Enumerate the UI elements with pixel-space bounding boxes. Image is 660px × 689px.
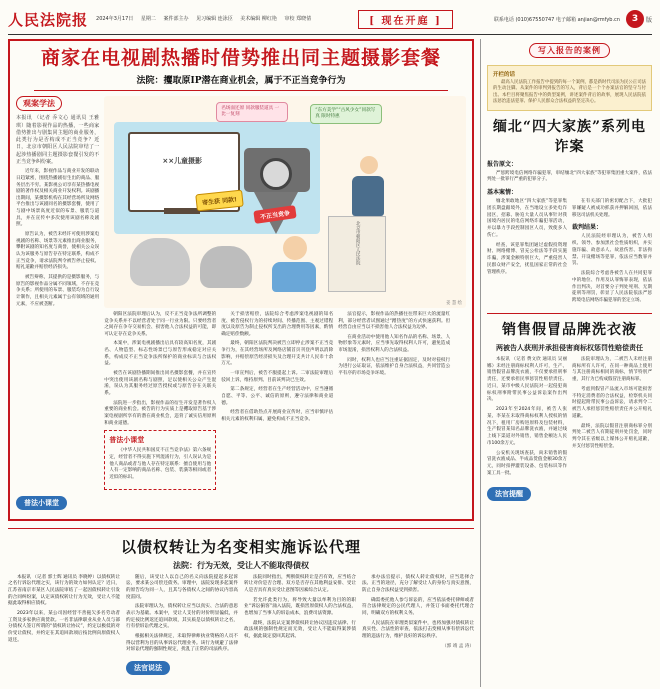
story1-title: 缅北“四大家族”系列电诈案 [492, 118, 647, 155]
right-divider [487, 313, 652, 314]
illustration-green-note: “东方美学”“古风少女”同款写真 限时特惠 [310, 104, 382, 124]
illustration-yellow-sign: 寄生获 同款! [195, 189, 243, 211]
court-poster [328, 216, 386, 292]
tv-stand-icon [164, 208, 200, 214]
feature-footer-tag: 普法小课堂 [16, 496, 67, 510]
feature-article [8, 39, 474, 521]
contact-phone: (010)67550747 [515, 16, 555, 23]
masthead-editor-label: 案件部主办 [163, 15, 189, 22]
masthead-weekday: 星期二 [140, 15, 156, 22]
story1-lead [487, 160, 652, 198]
newspaper-logo: 人民法院报 [8, 10, 89, 29]
feature-col-2 [104, 312, 216, 490]
article2-p3-1: 法院同时指出，判断债权转让是否有效，应当结合转让对价是否合理、双方是否存在其他利益安排、受让人是否具有真实受让意图等因素综合认定。 [244, 574, 356, 594]
story1-p2: 经查，该犯罪集团通过虚假投资理财、网络赌博、冒充公检法等手段实施诈骗，涉案金额特别巨大，严重侵害人民群众财产安全，扰乱国家正常的社会管理秩序。 [487, 242, 567, 275]
story2-footer-tag: 法官提醒 [487, 487, 531, 501]
elephant-icon [130, 238, 190, 286]
boy-figure-icon [272, 236, 318, 292]
page-suffix: 版 [645, 16, 652, 24]
left-column [8, 39, 480, 687]
law-box-p3: 经营者在借助热点开展商业宣传时，应当审慎评估相关元素的权利归属，避免构成不正当竞争。 [221, 410, 334, 423]
story2-p1: 2023年至2024年间，被告人张某、李某在未取得商标权利人授权的情况下，租用厂房购进原料及包装材料，生产假冒某知名品牌洗衣液，并通过线上线下渠道对外销售，销售金额达人民币100余万元。 [487, 407, 567, 446]
story1-p1: 缅北果敢地区“四大家族”等犯罪集团长期盘踞境外，在当地设立多处电诈园区，招募、胁迫大量人员从事针对我国境内居民的电信网络诈骗犯罪活动，并以暴力手段控制园区人员，致使多人伤亡。 [487, 199, 567, 238]
article2-col-4 [362, 575, 474, 679]
feature-p2-1: 朝阳区法院审理后认为，反不正当竞争法所调整的竞争关系并不以经营者处于同一行业为限。只要经营者之间存在争夺交易机会、损害他人合法权益的可能，即可认定存在竞争关系。 [104, 311, 217, 337]
contact-label: 联系电话 [493, 16, 514, 23]
article2-p2-1: 随后，该受让人以自己的名义向法院提起多起诉讼，要求某公司偿还债务。审理中，法院发现多起案件的原告均为同一人，且其与各债权人之间的协议内容高度雷同。 [126, 574, 238, 600]
story2-p3: 法院审理认为，二被告人未经注册商标所有人许可，在同一种商品上使用与其注册商标相同的商标，情节特别严重，其行为已构成假冒注册商标罪。 [572, 356, 652, 382]
article2-col-3 [244, 575, 356, 679]
law-box-p1: 《中华人民共和国反不正当竞争法》第六条规定，经营者不得实施下列混淆行为，引人误认为是他人商品或者与他人存在特定联系：擅自使用与他人有一定影响的商品名称、包装、装潢等相同或者近似的标识。 [109, 448, 212, 481]
feature-text-columns [104, 312, 466, 490]
section-banner: [ 现在开庭 ] [358, 10, 452, 29]
feature-col-3 [221, 312, 333, 490]
masthead-proof: 审校 郑晓倩 [284, 15, 312, 22]
page-number: 3 [626, 10, 644, 28]
article2-p1-2: 2023年以来，某公司因经营不善拖欠多名劳动者工资及多家供应商货款。一名非法律职业从业人员与部分债权人签订所谓的“债权转让协议”，约定以极低的对价受让债权，并约定在其追回款项后按比例向原债权人返还。 [8, 611, 120, 643]
article2-p4-2: 确需委托他人参与诉讼的，应当依法委托律师或者符合法律规定的公民代理人，并签订书面委托代理合同，明确双方的权利义务。 [362, 597, 474, 617]
feature-col-4 [338, 312, 450, 490]
story1-lead-text: 严惩跨境电信网络诈骗犯罪，审结缅北“四大家族”等犯罪集团重大案件，依法判处一批罪行严重的犯罪分子。 [487, 170, 652, 183]
story1-p5: 法院综合考虑各被告人在共同犯罪中的地位、作用及认罪悔罪表现，依法作出判决，对首要分子判处死刑、无期徒刑等刑罚，彰显了人民法院依法严惩跨境电信网络诈骗犯罪的坚定立场。 [572, 271, 652, 303]
story2-columns [487, 357, 652, 481]
right-column [480, 39, 652, 687]
secondary-article [8, 528, 474, 679]
feature-title: 商家在电视剧热播时借势推出同主题摄影套餐 [40, 47, 441, 69]
page-number-badge [626, 10, 652, 28]
masthead-date: 2024年3月17日 [96, 15, 134, 22]
masthead-contact [494, 16, 620, 23]
illustration-pink-note: 名场面还原 同款服装道具 一比一复刻 [216, 102, 288, 122]
article2-footer-tag: 法官说法 [126, 661, 170, 675]
feature-p2-3: 被告在该剧热播期间推出同名摄影套餐，并在宣传中突出使用该剧名称与剧照，足以使相关公众产生混淆，误认为其服务经过原告授权或与原告存在关联关系。 [104, 371, 217, 397]
feature-p3-2: 最终，朝阳区法院判决被告立即停止涉案不正当竞争行为，在其经营场所及网络店铺首页刊登声明以消除影响，并赔偿原告经济损失及合理开支共计人民币十余万元。 [221, 341, 334, 367]
story2-byline: 本报讯 （记者 费文欣 通讯员 吴丽娜）未经注册商标权利人许可，生产、销售假冒品牌洗衣液，不仅要承担刑事责任，还要承担民事惩罚性赔偿责任。近日，某市中级人民法院对一起侵犯商标权刑事附带民事公益诉讼案作出判决。 [487, 356, 567, 403]
story1-lead-label: 报告原文： [487, 160, 518, 168]
feature-p3-1: 关于损害赔偿，法院综合考虑涉案电视剧的知名度、被告侵权行为的持续时间、传播范围、主观过错程度以及原告为制止侵权所支出的合理费用等因素，酌情确定赔偿数额。 [221, 311, 334, 337]
feature-p1-3: 被告辩称，其提供的是摄影服务，与原告的影视作品分属不同领域，不存在竞争关系；所使用的布景、服装均为自行设计制作，且相关元素属于公有领域的通用元素，不应被垄断。 [16, 275, 100, 307]
intro-panel [487, 65, 652, 111]
feature-subtitle: 法院：攫取原IP潜在商业机会，属于不正当竞争行为 [16, 73, 466, 91]
story2-p5: 最终，法院以假冒注册商标罪分别判处二被告人有期徒刑并处罚金，同时判令其在省级以上媒体公开赔礼道歉，并支付惩罚性赔偿金。 [572, 423, 652, 449]
article2-p4-1: 承办法官提示，债权人转让债权时，应当选择合法、正当的途径，充分了解受让人的身份与真实意图，防止自身合法权益受到损害。 [362, 574, 474, 594]
story1-section1-label: 基本案情： [487, 189, 518, 196]
feature-right-block [104, 96, 466, 490]
story1-p3: 在有关部门的密切配合下，大批犯罪嫌疑人被成功抓获并押解回国，依法移送司法机关处理。 [572, 199, 652, 218]
article2-p2-3: 根据相关法律规定，未取得律师执业资格的人员不得以营利为目的从事诉讼代理业务。该行为规避了法律对诉讼代理的强制性规定，扰乱了正常的司法秩序。 [126, 634, 238, 653]
article2-p1-1: 本报讯 （记者 郭士辉 通讯员 李晓婷）以债权转让之名行诉讼代理之实，该行为的效力如何认定？近日，江苏省南京市某区人民法院审结了一起因债权转让引发的合同纠纷案，认定该债权转让行为无效，受让人不能据此取得相应债权。 [8, 574, 120, 607]
feature-columns [16, 96, 466, 490]
story1-body-columns [487, 199, 652, 308]
camera-lens-icon [260, 158, 292, 190]
law-box [104, 430, 216, 489]
story2-col-2 [572, 357, 652, 481]
feature-p2-2: 本案中，涉案电视剧播出后具有较高知名度，其剧名、人物造型、标志性场景已与原告形成稳定对应关系，构成反不正当竞争法所保护的商业标识与合法权益。 [104, 341, 217, 367]
feature-illustration [104, 96, 466, 308]
intro-panel-title: 开栏的话 [493, 72, 516, 78]
right-banner-text: 写入报告的案例 [529, 43, 610, 58]
column-tag: 观案学法 [16, 96, 62, 112]
feature-p4-2: 在商业活动中使用他人知名作品的名称、场景、人物形象等元素时，应当事先取得权利人许可，避免造成市场混淆，损害权利人的合法权益。 [338, 334, 451, 354]
article2-p3-2: 若允许此类行为，将导致大量以牟利为目的的职业“诉讼掮客”涌入法院，既损害原债权人的合法权益，也增加了当事人的诉讼成本，浪费司法资源。 [244, 597, 356, 617]
story2-p2: 公安机关现场查获，尚未销售的假冒洗衣液成品、半成品货值金额30余万元，同时扣押灌装设备、包装标识等作案工具一批。 [487, 450, 567, 476]
story2-subtitle: 两被告人获刑并承担侵害商标权惩罚性赔偿责任 [496, 342, 643, 352]
article2-columns [8, 575, 474, 679]
article2-title: 以债权转让为名变相实施诉讼代理 [120, 537, 361, 556]
article2-subtitle: 法院：行为无效，受让人不能取得债权 [173, 559, 309, 570]
feature-p1-2: 原告认为，被告未经许可使用涉案电视剧的名称、场景等元素推出商业服务，攀附该剧的知名度与商誉，使相关公众误认为该服务与原告存在特定联系，构成不正当竞争，请求法院判令被告停止侵权、赔礼道歉并赔偿经济损失。 [16, 232, 100, 271]
masthead-reviewer: 见习编辑 连泳臣 [196, 15, 233, 22]
story1-section2-label: 裁判结果： [572, 224, 603, 232]
story2-col-1 [487, 357, 567, 481]
intro-panel-text: 最高人民法院工作报告中提到的每一个案例，都是新时代司法为民公正司法的生动注脚。从案件的审判到报告的写入，背后是一个个办案法官的坚守与付出。本栏目将聚焦报告中的典型案例，讲述案件背后的故事，展现人民法院依法惩治违法犯罪、保护人民群众合法权益的坚定决心。 [493, 80, 646, 105]
man-figure-icon [352, 156, 386, 222]
story1-col-1 [487, 199, 567, 308]
feature-byline: 本报讯 （记者 乔文心 通讯员 王雅琪）随着影视作品的热播，一些商家借势推出与剧集同主题的商业服务，此类行为是否构成不正当竞争？近日，北京市朝阳区人民法院审结了一起涉热播剧同主题摄影套餐引发的不正当竞争纠纷案。 [16, 115, 100, 165]
contact-email: anjian@rmfyb.cn [577, 16, 620, 23]
article2-p3-3: 最终，法院认定案涉债权转让协议因违反法律、行政法规的强制性规定而无效，受让人不能取得案涉债权，据此裁定驳回其起诉。 [244, 620, 356, 640]
masthead [8, 6, 652, 35]
masthead-art-editor: 美术编辑 柳红艳 [240, 15, 277, 22]
illustration-red-sign: 不正当竞争 [254, 205, 297, 224]
feature-p2-4: 法院进一步指出，影视作品的衍生开发是著作权人重要的商业机会。被告的行为实质上是攫取原告基于涉案电视剧所享有的潜在商业机会，违背了诚实信用原则和商业道德。 [104, 400, 217, 426]
illustration-tv-label: ××儿童摄影 [162, 156, 203, 165]
feature-p4-3: 同时，权利人也应当注重证据固定，及时对侵权行为进行公证取证，依法维护自身合法权益，共同营造公平有序的市场竞争环境。 [338, 357, 451, 377]
article2-signature: （郭 靖 孟 涛） [442, 643, 474, 649]
feature-p3-3: 一审宣判后，被告不服提起上诉。二审法院审理后驳回上诉，维持原判。目前该判决已生效。 [221, 371, 334, 383]
feature-p4-1: 法官提示，影视作品的热播往往带来巨大的流量红利，部分经营者试图通过“蹭热度”的方式快速获利。但经营自由应当以不损害他人合法权益为边界。 [338, 311, 451, 331]
law-box-title: 普法小课堂 [109, 435, 145, 445]
right-banner [487, 39, 652, 61]
feature-p1-1: 近年来，影视作品与商业开发的联动日趋紧密，围绕热播剧衍生出的商品、服务层出不穷。某影视公司享有某热播电视剧的著作权及相关商业开发权利。该剧播出期间，某摄影机构在其经营场所及网络平台推出与该剧同名的摄影套餐，使用了与剧中场景高度近似的布景、服装与道具，并在宣传中多次使用该剧名称及剧照。 [16, 169, 100, 228]
feature-col-1 [16, 96, 99, 490]
article2-p4-3: 人民法院在审理类似案件中，也将加强对债权转让真实性、合法性的审查，依法打击变相从事有偿诉讼代理的违法行为，维护良好的诉讼秩序。 [362, 620, 474, 640]
email-label: 电子邮箱 [555, 16, 576, 23]
article2-p2-2: 法院审理认为，债权转让应当以真实、合法的意思表示为基础。本案中，受让人支付的对价明显偏低，并约定按比例返还追回款项，其实质是以债权转让之名，行有偿诉讼代理之实。 [126, 604, 238, 630]
page-body [8, 39, 652, 687]
masthead-banner-wrap [317, 10, 494, 29]
story1-p4: 人民法院经审理认为，被告人组织、领导、参加黑社会性质组织，并实施诈骗、故意杀人、故意伤害、非法拘禁、开设赌场等犯罪，依法应当数罪并罚。 [572, 234, 652, 267]
masthead-meta [96, 16, 317, 23]
story2-title: 销售假冒品牌洗衣液 [502, 321, 637, 338]
court-poster-text: 北京市朝阳区人民法院 [355, 220, 361, 265]
article2-col-2 [126, 575, 238, 679]
story1-col-2 [572, 199, 652, 308]
article2-col-1 [8, 575, 120, 679]
elephant-icon-2 [200, 246, 252, 288]
law-box-p2: 第二条规定，经营者在生产经营活动中，应当遵循自愿、平等、公平、诚信的原则，遵守法律和商业道德。 [221, 387, 334, 406]
story2-p4: 考虑到假冒产品流入市场可能损害不特定消费者的合法权益，检察机关同时提起附带民事公益诉讼，请求判令二被告人承担惩罚性赔偿责任并公开赔礼道歉。 [572, 386, 652, 419]
illustration-credit: 姜 慧 绘 [446, 300, 462, 306]
